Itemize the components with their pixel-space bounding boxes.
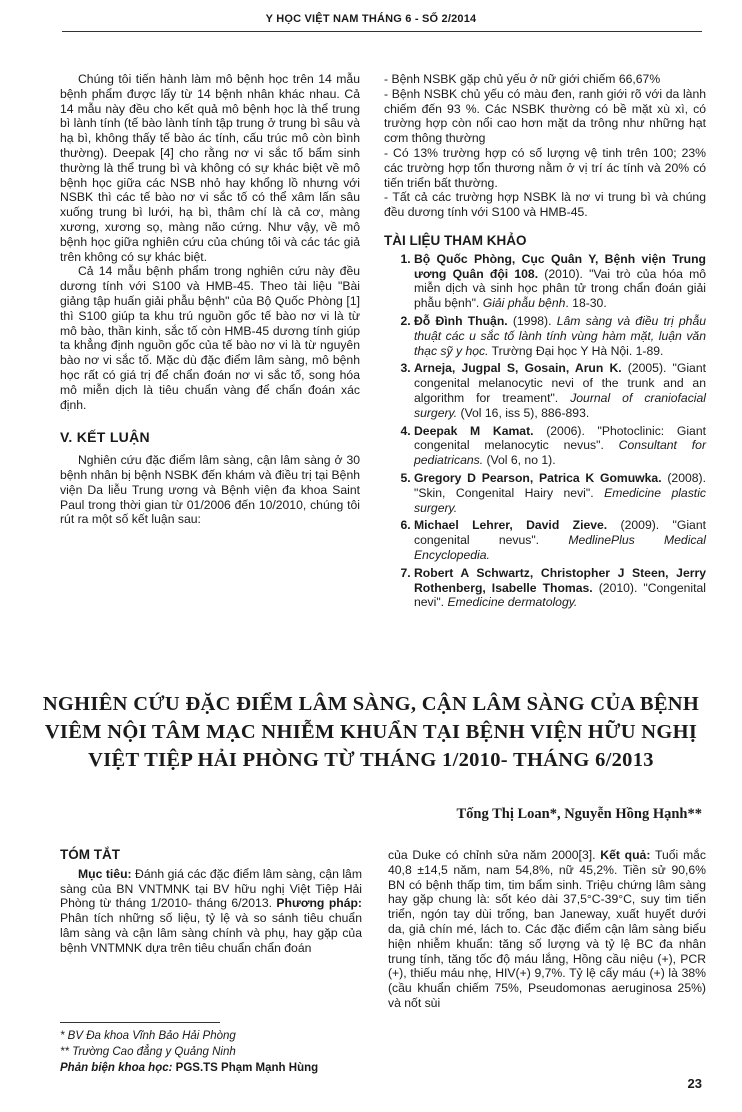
reference-details: (2009). "Giant congenital nevus". <box>414 518 706 548</box>
conclusion-point-2: - Bệnh NSBK chủ yếu có màu đen, ranh giới rõ với da lành chiếm đến 93 %. Các NSBK thường có bề mặt xù xì, có trường hợp còn nổi cao hơn mặt da trông như những hạt cơm thông thường <box>384 86 706 146</box>
discussion-paragraph-1: Chúng tôi tiến hành làm mô bệnh học trên 14 mẫu bệnh phẩm được lấy từ 14 bệnh nhân khác nhau. Cả 14 mẫu này đều cho kết quả mô bệnh học là thể trung bì lành tính (tế bào lành tính tập trung ở trung bì sâu và hạ bì, không thấy tế bào ác tính, cấu trúc mô còn bình thường). Deepak [4] cho rằng nơ vi sắc tố bẩm sinh thường là thể trung bì và không có sự khác biệt về mô bệnh học giữa các NSB nhỏ hay khổng lồ nhưng với NSBK thì các tế bào nơ vi sắc tố có thể xâm lấn sâu xuống trung bì lưới, hạ bì, thâm chí là cả cơ, màng xương, xương sọ, màng não cứng. Như vậy, về mô bệnh học giữa nghiên cứu của chúng tôi và các tác giả trên không có sự khác biệt. <box>60 72 360 264</box>
article-title-line-3: VIỆT TIỆP HẢI PHÒNG TỪ THÁNG 1/2010- THÁNG 6/2013 <box>88 749 654 771</box>
reference-pages: Trường Đại học Y Hà Nội. 1-89. <box>488 343 664 358</box>
reference-details: (1998). <box>507 313 557 328</box>
reference-pages: . 18-30. <box>565 296 607 311</box>
footnote-affiliation-1: * BV Đa khoa Vĩnh Bảo Hải Phòng <box>60 1030 236 1042</box>
reference-authors: Arneja, Jugpal S, Gosain, Arun K. <box>414 361 622 376</box>
footnote-divider <box>60 1022 220 1023</box>
references-list <box>384 252 706 610</box>
reference-item <box>414 566 706 610</box>
reference-source: Emedicine dermatology. <box>447 595 578 610</box>
reference-source: MedlinePlus Medical Encyclopedia. <box>414 533 706 562</box>
footnote-affiliation-2: ** Trường Cao đẳng y Quảng Ninh <box>60 1046 236 1058</box>
footnotes <box>60 1028 360 1076</box>
objective-text: Đánh giá các đặc điểm lâm sàng, cận lâm sàng của BN VNTMNK tại BV hữu nghị Việt Tiệp Hải Phòng từ tháng 1/2010- tháng 6/2013. <box>60 866 362 911</box>
conclusion-point-1: - Bệnh NSBK gặp chủ yếu ở nữ giới chiếm 66,67% <box>384 72 661 86</box>
conclusion-paragraph: Nghiên cứu đặc điểm lâm sàng, cận lâm sàng ở 30 bệnh nhân bị bệnh NSBK đến khám và điều trị tại Bệnh viện Da liễu Trung ương và Bệnh viện đa khoa Saint Paul trong thời gian từ 01/2006 đến 10/2010, chúng tôi rút ra một số kết luận sau: <box>60 453 360 527</box>
reference-pages: (Vol 6, no 1). <box>483 453 556 468</box>
method-text: Phân tích những số liệu, tỷ lệ và so sánh tiêu chuẩn lâm sàng và cận lâm sàng chính và phụ, hay gặp của bệnh VNTMNK dựa trên tiêu chuẩn chẩn đoán <box>60 911 362 955</box>
conclusion-point-4: - Tất cả các trường hợp NSBK là nơ vi trung bì và chúng đều dương tính với S100 và HMB-45. <box>384 190 706 220</box>
abstract-paragraph <box>60 867 362 956</box>
reference-item <box>414 361 706 420</box>
conclusion-heading: V. KẾT LUẬN <box>60 429 150 446</box>
abstract-heading: TÓM TẮT <box>60 847 120 862</box>
reference-details: (2010). "Congenital nevi". <box>414 580 706 610</box>
continued-text: của Duke có chỉnh sửa năm 2000[3]. <box>388 848 601 862</box>
reference-source: Giải phẫu bệnh <box>482 296 566 311</box>
reference-authors: Deepak M Kamat. <box>414 423 534 438</box>
reference-item <box>414 471 706 515</box>
reference-details: (2005). "Giant congenital melanocytic nevi of the trunk and an algorithm for treament". <box>414 361 706 405</box>
reference-authors: Đỗ Đình Thuận. <box>414 313 508 328</box>
page-number: 23 <box>687 1076 702 1091</box>
reviewer-line <box>60 1060 360 1076</box>
header-divider <box>62 31 702 32</box>
discussion-paragraph-2: Cả 14 mẫu bệnh phẩm trong nghiên cứu này đều dương tính với S100 và HMB-45. Theo tài liệu "Bài giảng tập huấn giải phẫu bệnh" của Bộ Quốc Phòng [1] thì S100 giúp ta khu trú nguồn gốc tế bào nơ vi là từ mô bào, thần kinh, sắc tố còn HMB-45 dương tính giúp ta khẳng định nguồn gốc của tế bào nơ vi là từ nguyên bào nơ vi sắc tố. Mặc dù đặc điểm lâm sàng, mô bệnh học rất có giá trị để chẩn đoán nơ vi sắc tố, song hóa mô miễn dịch là tiêu chuẩn vàng để chẩn đoán xác định. <box>60 264 360 412</box>
conclusion-point-3: - Có 13% trường hợp có số lượng vệ tinh trên 100; 23% các trường hợp tổn thương nằm ở vị trí ác tính và 20% có tiến triển bất thường. <box>384 145 706 190</box>
reference-source: Journal of craniofacial surgery. <box>414 390 706 420</box>
method-label: Phương pháp: <box>276 896 362 911</box>
article-title <box>40 690 702 774</box>
reviewer-name: PGS.TS Phạm Mạnh Hùng <box>175 1062 319 1074</box>
reference-authors: Michael Lehrer, David Zieve. <box>414 518 608 533</box>
reference-authors: Gregory D Pearson, Patrica K Gomuwka. <box>414 470 662 485</box>
reference-details: (2006). "Photoclinic: Giant congenital melanocytic nevus". <box>414 423 706 453</box>
objective-label: Mục tiêu: <box>78 866 132 881</box>
reference-item <box>414 314 706 358</box>
journal-header: Y HỌC VIỆT NAM THÁNG 6 - SỐ 2/2014 <box>265 13 477 25</box>
reference-source: Emedicine plastic surgery. <box>414 485 706 515</box>
reference-authors: Robert A Schwartz, Christopher J Steen, Jerry Rothenberg, Isabelle Thomas. <box>414 565 706 595</box>
article-authors: Tống Thị Loan*, Nguyễn Hồng Hạnh** <box>456 806 702 822</box>
reviewer-label: Phản biện khoa học: <box>60 1062 176 1074</box>
right-column-top <box>384 72 706 613</box>
reference-authors: Bộ Quốc Phòng, Cục Quân Y, Bệnh viện Trung ương Quân đội 108. <box>414 251 706 281</box>
reference-source: Consultant for pediatricans. <box>414 438 706 468</box>
reference-item <box>414 424 706 468</box>
reference-item <box>414 252 706 311</box>
result-text: Tuổi mắc 40,8 ±14,5 năm, nam 54,8%, nữ 45,2%. Tiền sử 90,6% BN có bệnh thấp tim, tim bẩm sinh. Triệu chứng lâm sàng hay gặp chung là: sốt kéo dài 37,5°C-39°C, suy tim tiến triển, ngón tay dùi trống, ban Janeway, xuất huyết dưới da, giả chín mé, lách to. Các đặc điểm cận lâm sàng biểu hiện nhiễm khuẩn: tăng số lượng và tỷ lệ BC đa nhân trung tính, tăng tốc độ máu lắng, Hồng cầu niệu (+), PCR (+), thiếu máu nhẹ, HIV(+) 9,7%. Tỷ lệ cấy máu (+) là 38% (cầu khuẩn chiếm 75%, Pseudomonas aeruginosa 25%) và nốt sùi <box>388 848 706 1010</box>
article-title-line-2: VIÊM NỘI TÂM MẠC NHIỄM KHUẨN TẠI BỆNH VIỆN HỮU NGHỊ <box>44 721 698 743</box>
abstract-left-column <box>60 848 362 956</box>
abstract-right-column <box>388 848 706 1011</box>
reference-pages: (Vol 16, iss 5), 886-893. <box>457 405 590 420</box>
references-heading: TÀI LIỆU THAM KHẢO <box>384 232 527 248</box>
reference-source: Lâm sàng và điều trị phẫu thuật các u sắc tố lành tính vùng hàm mặt, luận văn thạc sỹ y học. <box>414 313 706 358</box>
reference-details: (2010). "Vai trò của hóa mô miễn dịch và sinh học phân tử trong chẩn đoán giải phẫu bệnh". <box>414 266 707 311</box>
left-column-top <box>60 72 360 527</box>
abstract-continued-paragraph <box>388 848 706 1011</box>
article-title-line-1: NGHIÊN CỨU ĐẶC ĐIỂM LÂM SÀNG, CẬN LÂM SÀNG CỦA BỆNH <box>42 693 700 715</box>
reference-item <box>414 518 706 562</box>
result-label: Kết quả: <box>600 848 651 862</box>
reference-details: (2008). "Skin, Congenital Hairy nevi". <box>414 470 706 500</box>
